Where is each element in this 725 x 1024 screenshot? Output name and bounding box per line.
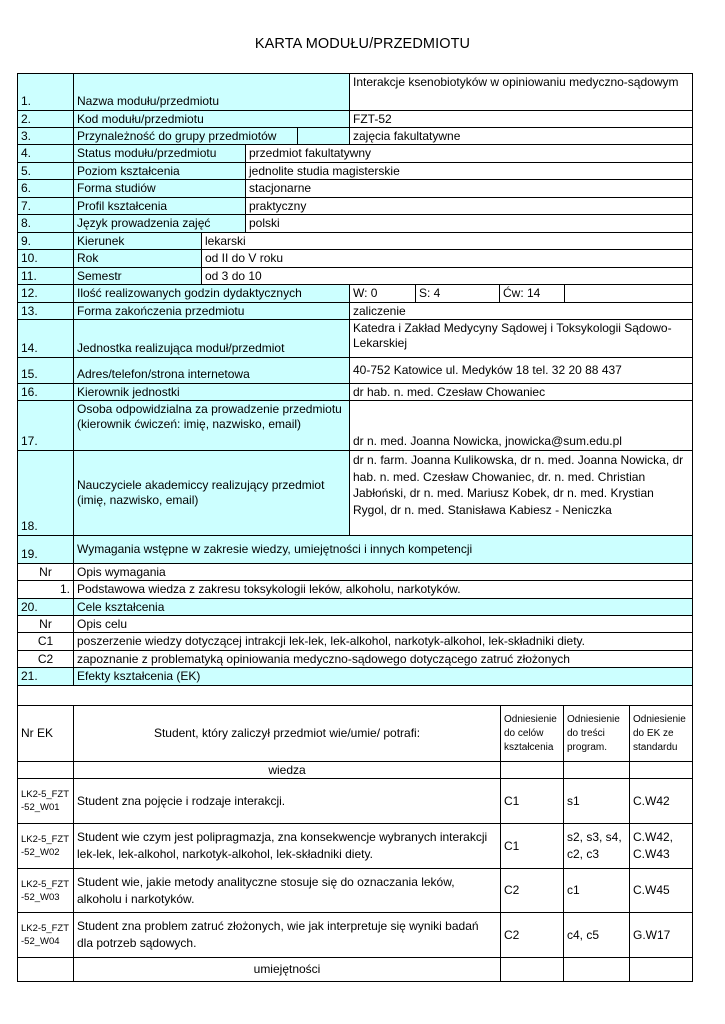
field-of-study: lekarski: [201, 233, 692, 249]
row-label: Poziom kształcenia: [73, 163, 245, 179]
outcome-goal-ref: C1: [500, 824, 563, 868]
unit-head: dr hab. n. med. Czesław Chowaniec: [349, 384, 692, 400]
table-row: [17, 145, 693, 163]
course-coordinator: dr n. med. Joanna Nowicka, jnowicka@sum.edu.pl: [349, 401, 692, 450]
row-label: Rok: [73, 250, 201, 267]
table-row: [17, 686, 693, 706]
row-number: 15.: [18, 358, 73, 383]
column-header: Odniesienie do celów kształcenia: [500, 706, 563, 761]
outcome-text: Student zna pojęcie i rodzaje interakcji.: [73, 779, 500, 823]
table-row: [17, 233, 693, 250]
row-label: Przynależność do grupy przedmiotów: [73, 128, 297, 144]
row-number: 21.: [18, 668, 73, 685]
row-label: Adres/telefon/strona internetowa: [73, 358, 349, 383]
empty-cell: [500, 762, 563, 778]
table-row: [17, 779, 693, 824]
completion-form: zaliczenie: [349, 303, 692, 319]
row-number: 9.: [18, 233, 73, 249]
row-number: 1.: [18, 74, 73, 110]
row-number: 17.: [18, 401, 73, 450]
requirement-text: Podstawowa wiedza z zakresu toksykologii leków, alkoholu, narkotyków.: [73, 581, 692, 598]
empty-cell: [297, 128, 349, 144]
table-row: [17, 73, 693, 111]
row-label: Osoba odpowidzialna za prowadzenie przedmiotu (kierownik ćwiczeń: imię, nazwisko, email): [73, 401, 349, 450]
empty-cell: [563, 762, 629, 778]
outcome-content-ref: s1: [563, 779, 629, 823]
table-row: [17, 384, 693, 401]
row-number: 10.: [18, 250, 73, 267]
row-number: 16.: [18, 384, 73, 400]
category-label: wiedza: [73, 762, 500, 778]
outcome-code: LK2-5_FZT-52_W01: [21, 789, 70, 813]
outcome-content-ref: c1: [563, 869, 629, 912]
semester: od 3 do 10: [201, 268, 692, 284]
outcome-goal-ref: C2: [500, 869, 563, 912]
empty-cell: [18, 958, 73, 981]
row-label: Kod modułu/przedmiotu: [73, 111, 349, 127]
outcome-standard-ref: C.W42, C.W43: [629, 824, 692, 868]
outcome-code: LK2-5_FZT-52_W02: [21, 834, 70, 858]
row-label: Jednostka realizująca moduł/przedmiot: [73, 320, 349, 357]
table-row: [17, 706, 693, 762]
row-number: 3.: [18, 128, 73, 144]
row-label: Kierownik jednostki: [73, 384, 349, 400]
outcome-code: LK2-5_FZT-52_W03: [21, 878, 70, 903]
table-row: [17, 303, 693, 320]
column-header: Nr: [39, 616, 52, 631]
table-row: [17, 285, 693, 303]
row-number: 12.: [18, 285, 73, 302]
requirement-number: 1.: [59, 582, 70, 596]
page-title: KARTA MODUŁU/PRZEDMIOTU: [254, 36, 471, 52]
table-row: [17, 268, 693, 285]
goal-number: C1: [37, 634, 54, 648]
hours-seminars: S: 4: [415, 285, 499, 302]
goal-number: C2: [37, 651, 54, 666]
column-header: Odniesienie do EK ze standardu: [629, 706, 692, 761]
empty-cell: [629, 958, 692, 981]
row-number: 13.: [18, 303, 73, 319]
table-row: [17, 762, 693, 779]
column-header: Nr: [39, 564, 52, 579]
category-label: umiejętności: [73, 958, 500, 981]
goal-text: zapoznanie z problematyką opiniowania medyczno-sądowego dotyczącego zatruć złożonych: [73, 651, 692, 667]
row-number: 19.: [18, 536, 73, 563]
table-row: [17, 581, 693, 599]
table-row: [17, 111, 693, 128]
row-number: 4.: [18, 145, 73, 162]
empty-cell: [18, 762, 73, 778]
outcome-standard-ref: C.W42: [629, 779, 692, 823]
table-row: [17, 651, 693, 668]
row-number: 6.: [18, 180, 73, 197]
row-label: Status modułu/przedmiotu: [73, 145, 245, 162]
table-row: [17, 163, 693, 180]
row-number: 5.: [18, 163, 73, 179]
row-label: Forma zakończenia przedmiotu: [73, 303, 349, 319]
teachers-list: dr n. farm. Joanna Kulikowska, dr n. med. Joanna Nowicka, dr hab. n. med. Czesław Chowaniec, dr. n. med. Christian Jabłoński, dr n. med. Mariusz Kobek, dr n. med. Krystian Rygol, dr n. med. Stanisława Kabiesz - Neniczka: [349, 451, 692, 535]
table-row: [17, 198, 693, 215]
table-row: [17, 250, 693, 268]
row-label: Kierunek: [73, 233, 201, 249]
outcome-text: Student wie, jakie metody analityczne stosuje się do oznaczania leków, alkoholu i narkotyków.: [73, 869, 500, 912]
column-header: Opis celu: [73, 616, 692, 632]
empty-cell: [500, 958, 563, 981]
section-heading: Cele kształcenia: [73, 599, 692, 615]
row-label: Forma studiów: [73, 180, 245, 197]
table-row: [17, 668, 693, 686]
education-profile: praktyczny: [245, 198, 692, 214]
unit-name: Katedra i Zakład Medycyny Sądowej i Toksykologii Sądowo-Lekarskiej: [349, 320, 692, 357]
outcome-text: Student zna problem zatruć złożonych, wie jak interpretuje się wyniki badań dla potrzeb sądowych.: [73, 913, 500, 957]
table-row: [17, 913, 693, 958]
table-row: [17, 958, 693, 982]
empty-cell: [564, 285, 692, 302]
module-code: FZT-52: [349, 111, 692, 127]
row-number: 7.: [18, 198, 73, 214]
row-label: Profil kształcenia: [73, 198, 245, 214]
outcome-content-ref: c4, c5: [563, 913, 629, 957]
table-row: [17, 215, 693, 233]
table-row: [17, 180, 693, 198]
row-label: Semestr: [73, 268, 201, 284]
empty-cell: [629, 762, 692, 778]
outcome-code: LK2-5_FZT-52_W04: [21, 923, 70, 947]
section-heading: Wymagania wstępne w zakresie wiedzy, umiejętności i innych kompetencji: [73, 536, 692, 563]
row-number: 18.: [18, 451, 73, 535]
column-header: Opis wymagania: [73, 564, 692, 580]
language: polski: [245, 215, 692, 232]
row-number: 8.: [18, 215, 73, 232]
module-status: przedmiot fakultatywny: [245, 145, 692, 162]
study-form: stacjonarne: [245, 180, 692, 197]
row-label: Ilość realizowanych godzin dydaktycznych: [73, 285, 349, 302]
empty-cell: [563, 958, 629, 981]
column-header: Student, który zaliczył przedmiot wie/umie/ potrafi:: [73, 706, 500, 761]
row-label: Nazwa modułu/przedmiotu: [73, 74, 349, 110]
hours-lectures: W: 0: [349, 285, 415, 302]
module-group: zajęcia fakultatywne: [349, 128, 692, 144]
table-row: [17, 320, 693, 358]
table-row: [17, 633, 693, 651]
hours-exercises: Ćw: 14: [499, 285, 564, 302]
row-number: 20.: [18, 599, 73, 615]
table-row: [17, 599, 693, 616]
education-level: jednolite studia magisterskie: [245, 163, 692, 179]
table-row: [17, 869, 693, 913]
row-number: 2.: [18, 111, 73, 127]
table-row: [17, 564, 693, 581]
table-row: [17, 128, 693, 145]
table-row: [17, 358, 693, 384]
module-name: Interakcje ksenobiotyków w opiniowaniu medyczno-sądowym: [349, 74, 692, 110]
outcome-standard-ref: G.W17: [629, 913, 692, 957]
goal-text: poszerzenie wiedzy dotyczącej intrakcji lek-lek, lek-alkohol, narkotyk-alkohol, lek-składniki diety.: [73, 633, 692, 650]
table-row: [17, 536, 693, 564]
study-year: od II do V roku: [201, 250, 692, 267]
row-label: Nauczyciele akademiccy realizujący przedmiot (imię, nazwisko, email): [73, 451, 349, 535]
table-row: [17, 824, 693, 869]
unit-address: 40-752 Katowice ul. Medyków 18 tel. 32 20 88 437: [349, 358, 692, 383]
row-number: 14.: [18, 320, 73, 357]
outcome-standard-ref: C.W45: [629, 869, 692, 912]
column-header: Nr EK: [21, 726, 54, 740]
outcome-text: Student wie czym jest polipragmazja, zna konsekwencje wybranych interakcji lek-lek, lek-alkohol, narkotyk-alkohol, lek-składniki diety.: [73, 824, 500, 868]
row-number: 11.: [18, 268, 73, 284]
table-row: [17, 401, 693, 451]
section-heading: Efekty kształcenia (EK): [73, 668, 692, 685]
outcome-content-ref: s2, s3, s4, c2, c3: [563, 824, 629, 868]
table-row: [17, 451, 693, 536]
table-row: [17, 616, 693, 633]
column-header: Odniesienie do treści program.: [563, 706, 629, 761]
outcome-goal-ref: C1: [500, 779, 563, 823]
row-label: Język prowadzenia zajęć: [73, 215, 245, 232]
outcome-goal-ref: C2: [500, 913, 563, 957]
